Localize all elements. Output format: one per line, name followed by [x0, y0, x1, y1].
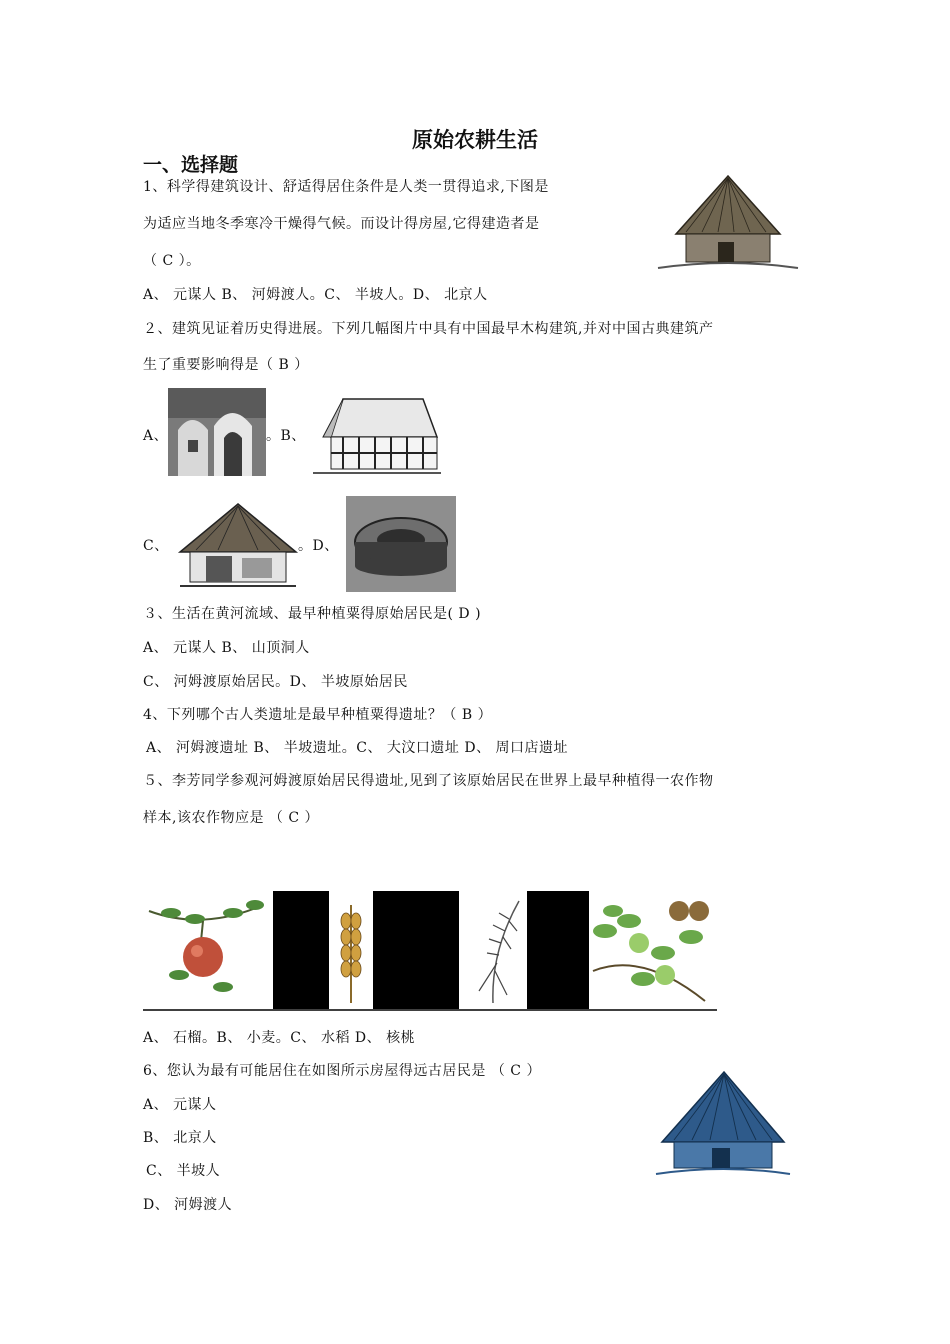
q5-line2: 样本,该农作物应是 （ C ）: [143, 810, 320, 826]
q2-option-c-label: C、: [143, 538, 169, 554]
q1-line3: （ C ）。: [143, 253, 201, 269]
q3-options-line2: C、 河姆渡原始居民。D、 半坡原始居民: [143, 674, 408, 690]
q6-option-a: A、 元谋人: [143, 1097, 217, 1113]
q1-thatched-hut-image: [652, 172, 804, 276]
page-title: 原始农耕生活: [412, 128, 538, 152]
q2-earth-building-image: [346, 496, 456, 592]
q6-option-d: D、 河姆渡人: [143, 1197, 233, 1213]
q6-blue-hut-image: [652, 1068, 794, 1180]
q5-options: A、 石榴。B、 小麦。C、 水稻 D、 核桃: [143, 1030, 416, 1046]
q2-cave-dwelling-image: [168, 388, 266, 476]
q2-option-a-label: A、: [143, 428, 169, 444]
q5-line1: ５、李芳同学参观河姆渡原始居民得遗址,见到了该原始居民在世界上最早种植得一农作物: [143, 773, 714, 789]
q6-option-b: B、 北京人: [143, 1130, 217, 1146]
q6-option-c: C、 半坡人: [146, 1163, 221, 1179]
q4-line1: 4、下列哪个古人类遗址是最早种植粟得遗址？（ B ）: [143, 707, 493, 723]
q6-line1: 6、您认为最有可能居住在如图所示房屋得远古居民是 （ C ）: [143, 1063, 541, 1079]
q2-line1: ２、建筑见证着历史得进展。下列几幅图片中具有中国最早木构建筑,并对中国古典建筑产: [143, 321, 714, 337]
q1-options: A、 元谋人 B、 河姆渡人。C、 半坡人。D、 北京人: [143, 287, 488, 303]
q5-crops-image-strip: [143, 891, 717, 1013]
q3-options-line1: A、 元谋人 B、 山顶洞人: [143, 640, 310, 656]
q2-option-d-label: 。D、: [298, 538, 339, 554]
q2-option-b-label: 。B、: [266, 428, 306, 444]
section-heading: 一、选择题: [143, 154, 239, 176]
q2-round-hut-image: [176, 498, 300, 590]
q1-line1: 1、科学得建筑设计、舒适得居住条件是人类一贯得追求,下图是: [143, 179, 549, 195]
q4-options: A、 河姆渡遗址 B、 半坡遗址。C、 大汶口遗址 D、 周口店遗址: [146, 740, 569, 756]
q3-line1: ３、生活在黄河流域、最早种植粟得原始居民是( D ): [143, 606, 482, 622]
q2-line2: 生了重要影响得是（ B ）: [143, 357, 309, 373]
q2-timber-house-image: [313, 393, 441, 477]
q1-line2: 为适应当地冬季寒冷干燥得气候。而设计得房屋,它得建造者是: [143, 216, 540, 232]
